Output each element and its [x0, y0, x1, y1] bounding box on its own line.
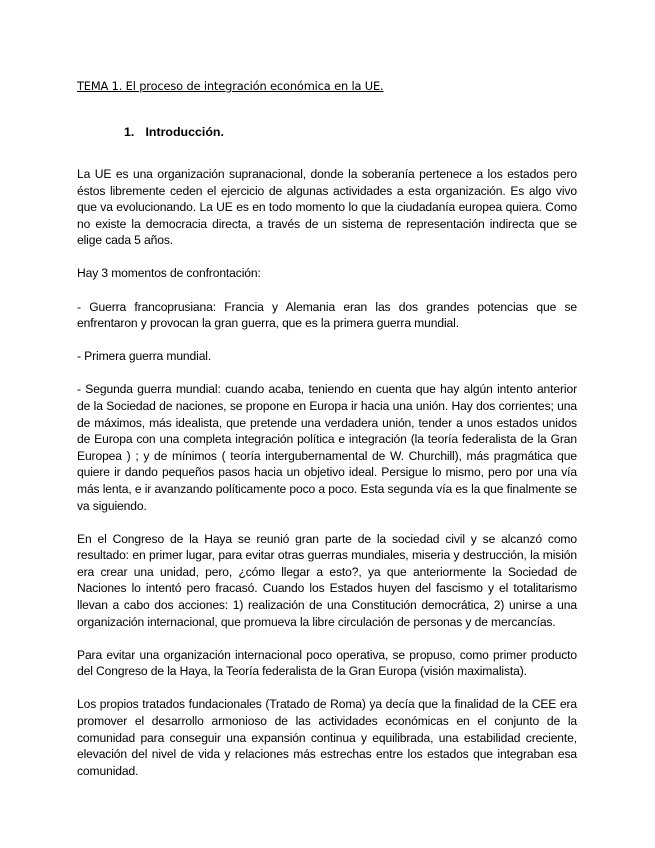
paragraph-franco-prussian-war: - Guerra francoprusiana: Francia y Alemania eran las dos grandes potencias que se enfrentaron y provocan la gran guerra, que es la primera guerra mundial. — [77, 299, 577, 331]
section-heading — [124, 125, 224, 139]
paragraph-definition: La UE es una organización supranacional, donde la soberanía pertenece a los estados pero éstos libremente ceden el ejercicio de algunas actividades a esta organización. Es algo vivo que va evolucionando. La UE es en todo momento lo que la ciudadanía europea quiera. Como no existe la democracia directa, a través de un sistema de representación indirecta que se elige cada 5 años. — [77, 167, 577, 248]
document-title: TEMA 1. El proceso de integración económica en la UE. — [77, 79, 384, 93]
document-body — [77, 166, 577, 796]
paragraph-first-world-war: - Primera guerra mundial. — [77, 349, 212, 364]
paragraph-treaty-of-rome: Los propios tratados fundacionales (Tratado de Roma) ya decía que la finalidad de la CEE era promover el desarrollo armonioso de las actividades económicas en el conjunto de la comunidad para conseguir una expansión continua y equilibrada, una estabilidad creciente, elevación del nivel de vida y relaciones más estrechas entre los estados que integraban esa comunidad. — [77, 697, 577, 778]
paragraph-second-world-war: - Segunda guerra mundial: cuando acaba, teniendo en cuenta que hay algún intento anterior de la Sociedad de naciones, se propone en Europa ir hacia una unión. Hay dos corrientes; una de máximos, más idealista, que pretende una verdadera unión, tender a unos estados unidos de Europa con una completa integración política e integración (la teoría federalista de la Gran Europea ) ; y de mínimos ( teoría intergubernamental de W. Churchill), más pragmática que quiere ir dando pequeños pasos hacia un objetivo ideal. Persigue lo mismo, pero por una vía más lenta, e ir avanzando políticamente poco a poco. Esta segunda vía es la que finalmente se va siguiendo. — [77, 382, 577, 513]
section-number: 1. — [124, 125, 135, 139]
paragraph-confrontation-intro: Hay 3 momentos de confrontación: — [77, 266, 261, 281]
paragraph-federalist-theory: Para evitar una organización internacional poco operativa, se propuso, como primer producto del Congreso de la Haya, la Teoría federalista de la Gran Europa (visión maximalista). — [77, 647, 577, 679]
section-label: Introducción. — [145, 125, 224, 139]
paragraph-hague-congress: En el Congreso de la Haya se reunió gran parte de la sociedad civil y se alcanzó como resultado: en primer lugar, para evitar otras guerras mundiales, miseria y destrucción, la misión era crear una unidad, pero, ¿cómo llegar a esto?, ya que anteriormente la Sociedad de Naciones lo intentó pero fracasó. Cuando los Estados huyen del fascismo y el totalitarismo llevan a cabo dos acciones: 1) realización de una Constitución democrática, 2) unirse a una organización internacional, que promueva la libre circulación de personas y de mercancías. — [77, 531, 577, 629]
